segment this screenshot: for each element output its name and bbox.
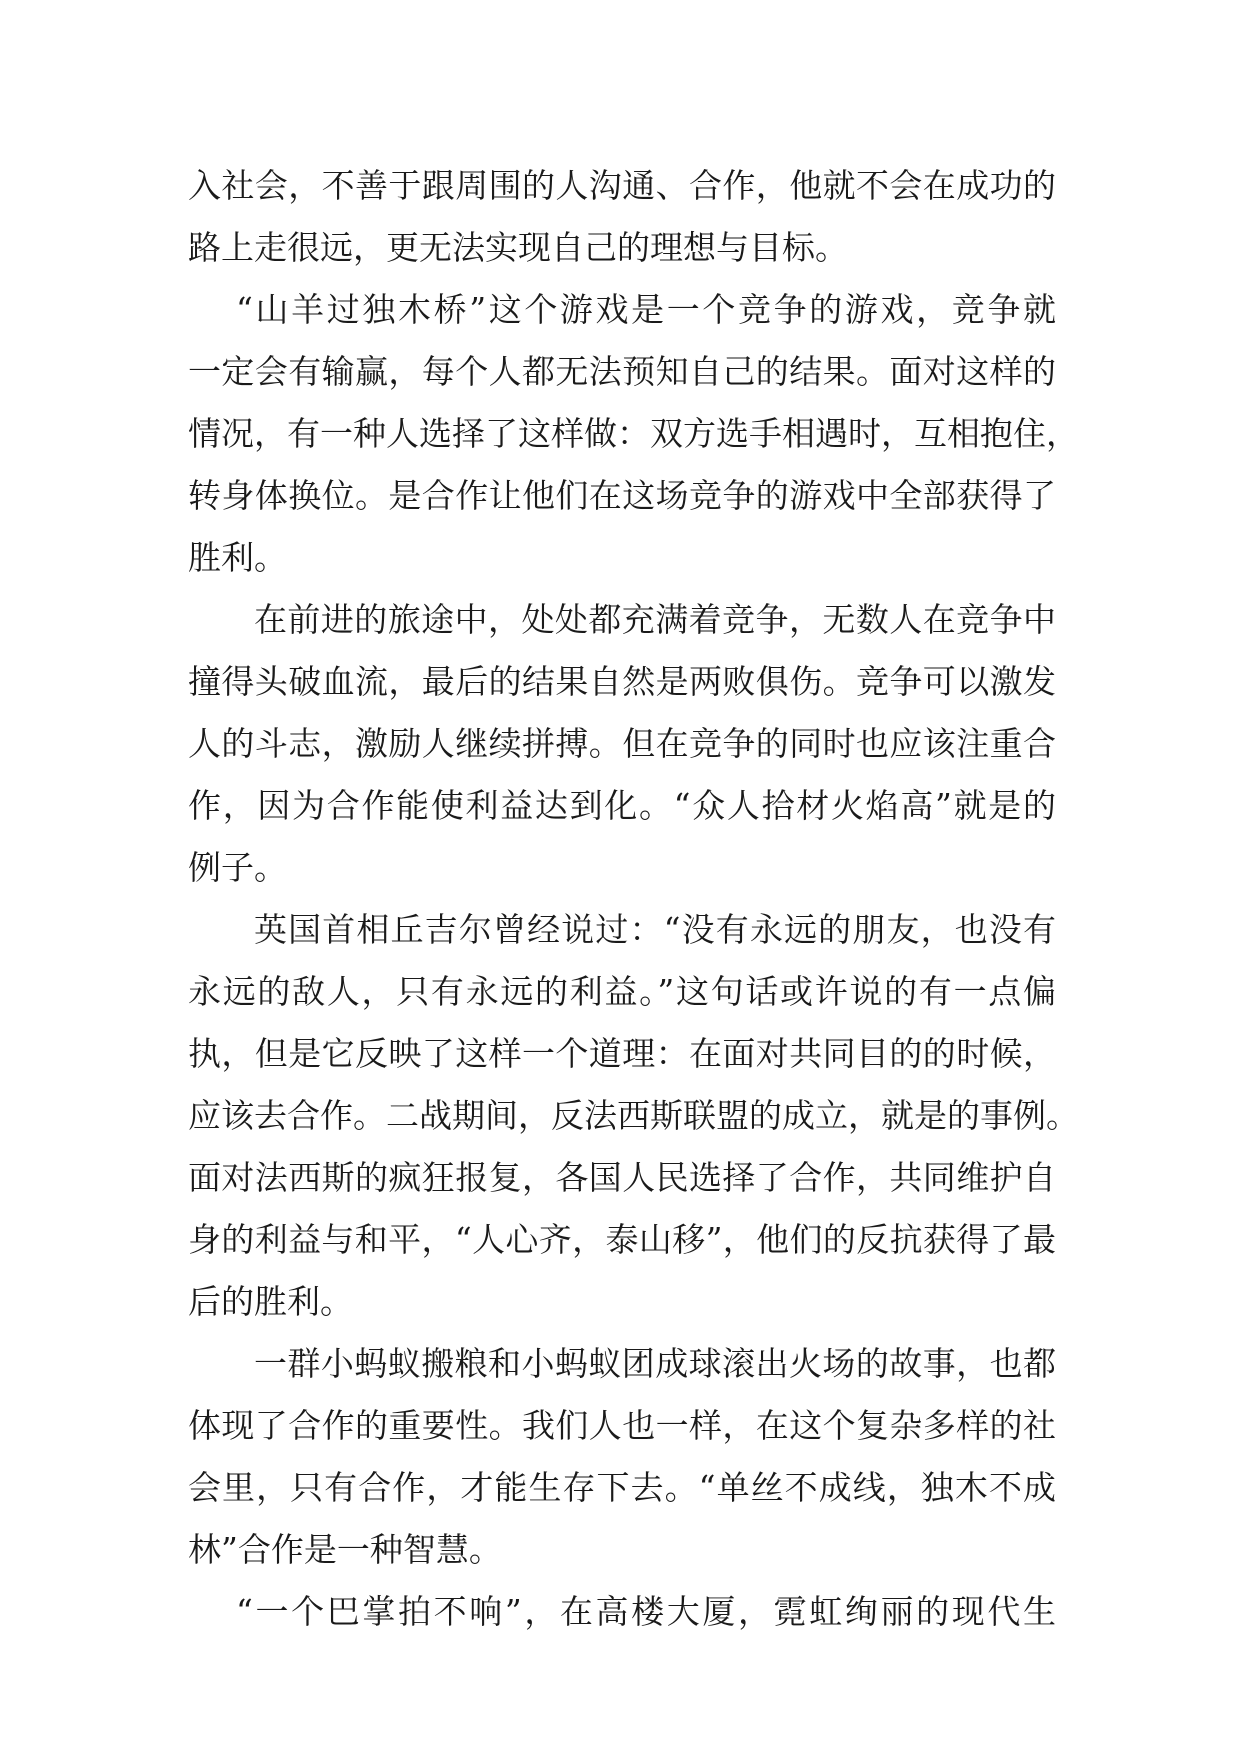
text-line: 体现了合作的重要性。我们人也一样，在这个复杂多样的社 bbox=[188, 1406, 1056, 1445]
text-line: 例子。 bbox=[188, 848, 287, 887]
text-line: 情况，有一种人选择了这样做：双方选手相遇时，互相抱住， bbox=[188, 414, 1079, 453]
text-line: 在前进的旅途中，处处都充满着竞争，无数人在竞争中 bbox=[254, 600, 1056, 639]
text-line: 后的胜利。 bbox=[188, 1282, 353, 1321]
text-line: 身的利益与和平，“人心齐，泰山移”，他们的反抗获得了最 bbox=[188, 1220, 1056, 1259]
text-line: “山羊过独木桥”这个游戏是一个竞争的游戏，竞争就 bbox=[236, 290, 1056, 329]
text-line: 英国首相丘吉尔曾经说过：“没有永远的朋友，也没有 bbox=[254, 910, 1056, 949]
text-line: “一个巴掌拍不响”，在高楼大厦，霓虹绚丽的现代生 bbox=[236, 1592, 1056, 1631]
text-line: 入社会，不善于跟周围的人沟通、合作，他就不会在成功的 bbox=[188, 166, 1056, 205]
document-body bbox=[188, 155, 1079, 1643]
text-line: 应该去合作。二战期间，反法西斯联盟的成立，就是的事例。 bbox=[188, 1096, 1079, 1135]
text-line: 林”合作是一种智慧。 bbox=[188, 1530, 502, 1569]
text-line: 路上走很远，更无法实现自己的理想与目标。 bbox=[188, 228, 848, 267]
text-line: 会里，只有合作，才能生存下去。“单丝不成线，独木不成 bbox=[188, 1468, 1056, 1507]
text-line: 转身体换位。是合作让他们在这场竞争的游戏中全部获得了 bbox=[188, 476, 1056, 515]
text-line: 人的斗志，激励人继续拼搏。但在竞争的同时也应该注重合 bbox=[188, 724, 1056, 763]
text-line: 面对法西斯的疯狂报复，各国人民选择了合作，共同维护自 bbox=[188, 1158, 1056, 1197]
text-line: 撞得头破血流，最后的结果自然是两败俱伤。竞争可以激发 bbox=[188, 662, 1056, 701]
text-line: 一群小蚂蚁搬粮和小蚂蚁团成球滚出火场的故事，也都 bbox=[254, 1344, 1056, 1383]
text-line: 胜利。 bbox=[188, 538, 287, 577]
text-line: 执，但是它反映了这样一个道理：在面对共同目的的时候， bbox=[188, 1034, 1056, 1073]
text-line: 一定会有输赢，每个人都无法预知自己的结果。面对这样的 bbox=[188, 352, 1056, 391]
text-line: 作，因为合作能使利益达到化。“众人拾材火焰高”就是的 bbox=[188, 786, 1056, 825]
text-line: 永远的敌人，只有永远的利益。”这句话或许说的有一点偏 bbox=[188, 972, 1056, 1011]
